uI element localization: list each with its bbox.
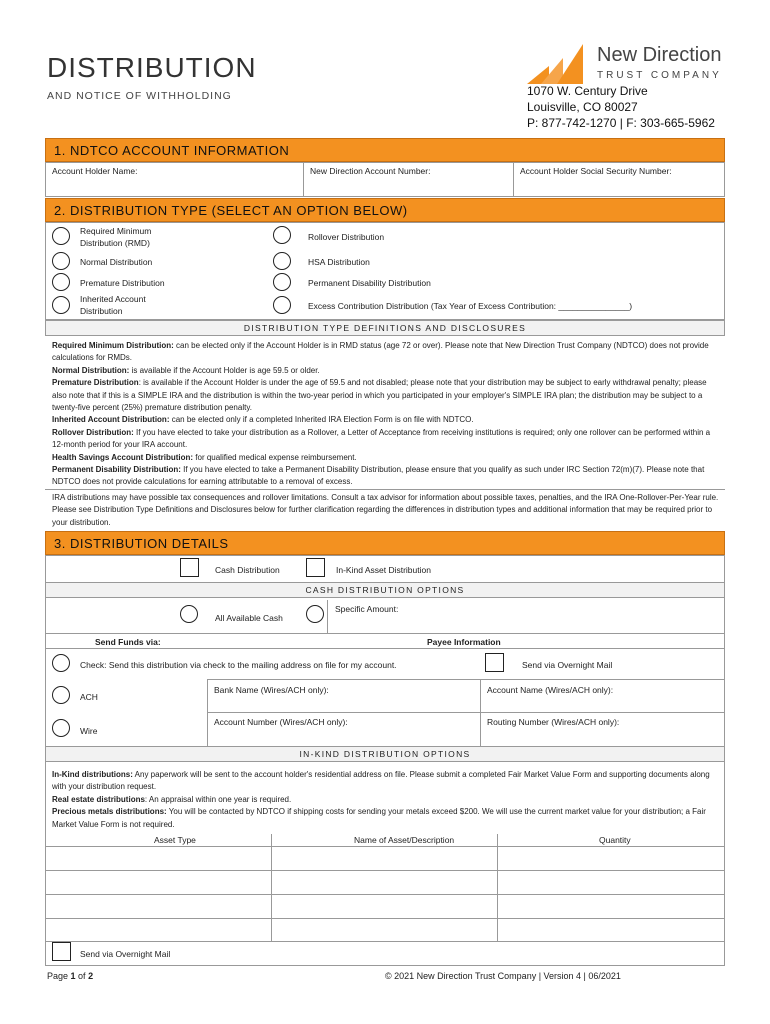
page-title: DISTRIBUTION — [47, 52, 257, 83]
definitions-header: DISTRIBUTION TYPE DEFINITIONS AND DISCLOSURES — [45, 320, 725, 336]
option-hsa-label: HSA Distribution — [308, 257, 370, 267]
asset-quantity-cell[interactable] — [498, 846, 725, 871]
account-number-ach-field[interactable]: Account Number (Wires/ACH only): — [214, 717, 348, 727]
option-premature-label: Premature Distribution — [80, 278, 165, 288]
checkbox-overnight-mail-inkind[interactable] — [52, 942, 71, 961]
payee-info-label: Payee Information — [427, 637, 501, 647]
divider — [207, 712, 725, 713]
option-normal-label: Normal Distribution — [80, 257, 153, 267]
option-permanent-disability-label: Permanent Disability Distribution — [308, 278, 431, 288]
radio-excess-contribution[interactable] — [273, 296, 291, 314]
def-inherited: Inherited Account Distribution: can be elected only if a completed Inherited IRA Election Form is on file with NDTCO. — [52, 415, 474, 425]
overnight-label: Send via Overnight Mail — [522, 660, 613, 670]
radio-wire[interactable] — [52, 719, 70, 737]
radio-hsa[interactable] — [273, 252, 291, 270]
asset-description-cell[interactable] — [272, 846, 498, 871]
table-header-asset-type: Asset Type — [154, 835, 196, 845]
radio-check[interactable] — [52, 654, 70, 672]
bank-name-field[interactable]: Bank Name (Wires/ACH only): — [214, 685, 329, 695]
divider — [45, 941, 725, 942]
logo-name: New Direction — [597, 44, 722, 66]
def-premature: Premature Distribution: is available if the Account Holder is under the age of 59.5 and not disabled; please note that your distribution may be subject to early withdrawal penalty; please also note that if this is a SIMPLE IRA and the distribution is within the two-year period in which you participated in your employer's SIMPLE IRA plan; the distribution may be subject to a twenty-five percent (25%) premature distribution penalty. — [52, 378, 707, 413]
account-number-field[interactable]: New Direction Account Number: — [303, 162, 514, 197]
radio-ach[interactable] — [52, 686, 70, 704]
ach-label: ACH — [80, 692, 98, 702]
overnight-inkind-label: Send via Overnight Mail — [80, 949, 171, 959]
divider — [45, 633, 725, 634]
def-precious-metals: Precious metals distributions: You will be contacted by NDTCO if shipping costs for sending your metals exceed $200. We will use the current market value for your distribution; a Fair Market Value Form is not required. — [52, 807, 706, 829]
asset-type-cell[interactable] — [45, 846, 272, 871]
specific-amount-label: Specific Amount: — [335, 604, 399, 614]
divider — [327, 600, 328, 633]
checkbox-overnight-mail[interactable] — [485, 653, 504, 672]
def-rollover: Rollover Distribution: If you have elected to take your distribution as a Rollover, a Letter of Acceptance from receiving institutions is required; only one rollover can be performed within a 12-month period for your IRA account. — [52, 427, 711, 450]
def-inkind: In-Kind distributions: Any paperwork will be sent to the account holder's residential address on file. Please submit a completed Fair Market Value Form and supporting documents along with your distribution request. — [52, 770, 710, 792]
divider — [45, 489, 725, 490]
radio-permanent-disability[interactable] — [273, 273, 291, 291]
page-subtitle: AND NOTICE OF WITHHOLDING — [47, 90, 232, 102]
account-holder-name-field[interactable]: Account Holder Name: — [45, 162, 304, 197]
account-name-field[interactable]: Account Name (Wires/ACH only): — [487, 685, 614, 695]
copyright: © 2021 New Direction Trust Company | Version 4 | 06/2021 — [385, 971, 621, 981]
def-hsa: Health Savings Account Distribution: for qualified medical expense reimbursement. — [52, 452, 357, 462]
page-number: Page 1 of 2 — [47, 971, 94, 981]
radio-premature[interactable] — [52, 273, 70, 291]
checkbox-inkind-distribution[interactable] — [306, 558, 325, 577]
def-rmd: Required Minimum Distribution: can be elected only if the Account Holder is in RMD status (age 72 or over). Please note that New Direction Trust Company (NDTCO) does not provide calculations for RMDs. — [52, 341, 709, 363]
cash-distribution-label: Cash Distribution — [215, 565, 280, 575]
check-label: Check: Send this distribution via check to the mailing address on file for my account. — [80, 660, 397, 670]
send-funds-via-label: Send Funds via: — [95, 637, 161, 647]
table-header-quantity: Quantity — [599, 835, 631, 845]
logo-subtitle: TRUST COMPANY — [597, 70, 722, 81]
option-rollover-label: Rollover Distribution — [308, 232, 385, 242]
divider — [45, 918, 725, 919]
radio-normal[interactable] — [52, 252, 70, 270]
contact-line: P: 877-742-1270 | F: 303-665-5962 — [527, 116, 715, 130]
option-excess-contribution-label: Excess Contribution Distribution (Tax Year of Excess Contribution: _______________) — [308, 301, 633, 311]
divider — [45, 648, 725, 649]
inkind-definitions — [52, 769, 720, 831]
radio-all-cash[interactable] — [180, 605, 198, 623]
ssn-field[interactable]: Account Holder Social Security Number: — [513, 162, 725, 197]
checkbox-cash-distribution[interactable] — [180, 558, 199, 577]
address-line-2: Louisville, CO 80027 — [527, 100, 638, 114]
divider — [207, 679, 725, 680]
section-2-header: 2. DISTRIBUTION TYPE (SELECT AN OPTION BELOW) — [45, 198, 725, 222]
cash-options-header: CASH DISTRIBUTION OPTIONS — [45, 582, 725, 598]
divider — [45, 894, 725, 895]
address-line-1: 1070 W. Century Drive — [527, 84, 648, 98]
option-inherited-label: Inherited Account Distribution — [80, 294, 146, 316]
inkind-options-header: IN-KIND DISTRIBUTION OPTIONS — [45, 746, 725, 762]
def-real-estate: Real estate distributions: An appraisal within one year is required. — [52, 794, 292, 804]
radio-specific-amount[interactable] — [306, 605, 324, 623]
wire-label: Wire — [80, 726, 98, 736]
def-permanent-disability: Permanent Disability Distribution: If you have elected to take a Permanent Disability Distribution, please ensure that you qualify as such under IRC Section 72(m)(7). Please note that NDTCO does not provide calculations for earning attributable to a removal of excess. — [52, 465, 705, 487]
ira-note: IRA distributions may have possible tax consequences and rollover limitations. Consult a tax advisor for information about possible taxes, penalties, and the IRA One-Rollover-Per-Year rule. Please see Distribution Type Definitions and Disclosures below for further clarification regarding the differences in distribution types and additional information that may be required prior to your distribution. — [52, 493, 719, 527]
section-3-header: 3. DISTRIBUTION DETAILS — [45, 531, 725, 555]
all-cash-label: All Available Cash — [215, 613, 283, 623]
table-header-description: Name of Asset/Description — [354, 835, 455, 845]
logo-mark-icon — [527, 44, 591, 84]
routing-number-field[interactable]: Routing Number (Wires/ACH only): — [487, 717, 620, 727]
def-normal: Normal Distribution: is available if the Account Holder is age 59.5 or older. — [52, 365, 320, 375]
option-rmd-label: Required Minimum Distribution (RMD) — [80, 226, 152, 248]
definitions-text — [52, 340, 720, 489]
radio-rmd[interactable] — [52, 227, 70, 245]
radio-rollover[interactable] — [273, 226, 291, 244]
radio-inherited[interactable] — [52, 296, 70, 314]
section-1-header: 1. NDTCO ACCOUNT INFORMATION — [45, 138, 725, 162]
inkind-distribution-label: In-Kind Asset Distribution — [336, 565, 431, 575]
